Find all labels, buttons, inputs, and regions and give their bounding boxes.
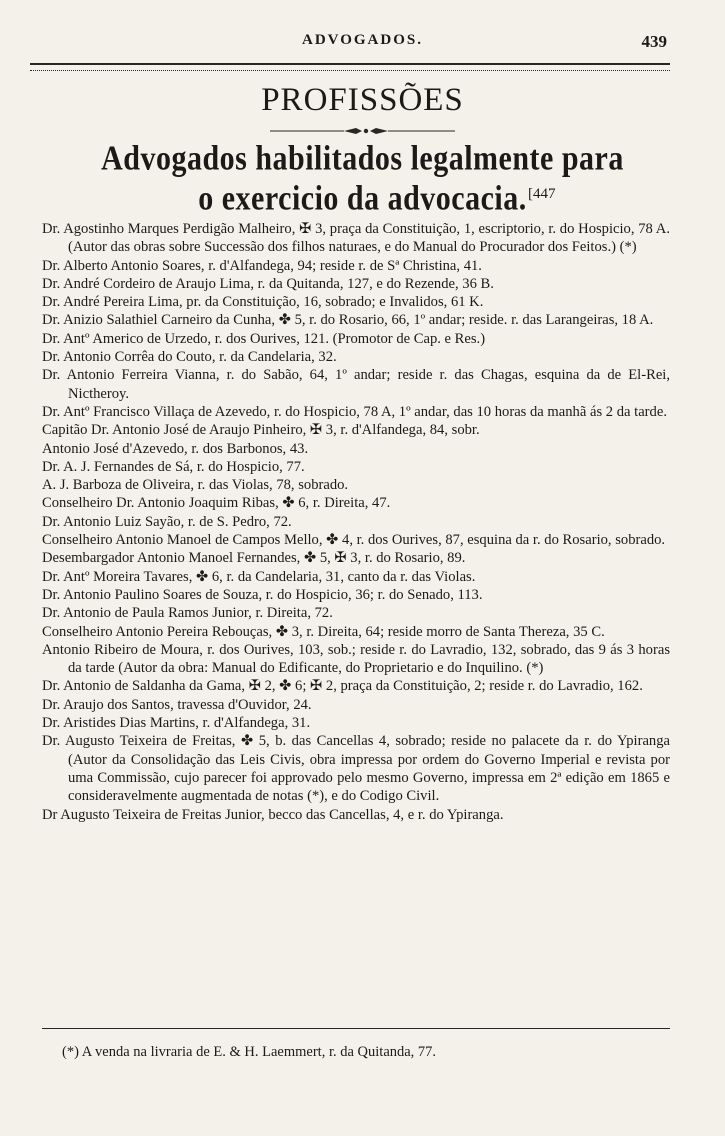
list-entry: Dr. Alberto Antonio Soares, r. d'Alfandega, 94; reside r. de Sª Christina, 41. bbox=[42, 257, 482, 274]
list-entry: Dr. Antº Francisco Villaça de Azevedo, r. do Hospicio, 78 A, 1º andar, das 10 horas da manhã ás 2 da tarde. bbox=[42, 403, 667, 420]
continuation-number: [447 bbox=[528, 186, 556, 202]
list-entry: Dr Augusto Teixeira de Freitas Junior, becco das Cancellas, 4, e r. do Ypiranga. bbox=[42, 806, 504, 823]
list-entry: Dr. Antonio Ferreira Vianna, r. do Sabão, 64, 1º andar; reside r. das Chagas, esquina da de El-Rei, Nictheroy. bbox=[42, 367, 670, 402]
list-entry: Dr. André Pereira Lima, pr. da Constituição, 16, sobrado; e Invalidos, 61 K. bbox=[42, 294, 484, 311]
list-entry: Antonio Ribeiro de Moura, r. dos Ourives, 103, sob.; reside r. do Lavradio, 132, sobrado, das 9 ás 3 horas da tarde (Autor da obra: Manual do Edificante, do Proprietario e do Inquilino. (*) bbox=[42, 641, 670, 677]
list-entry: Antonio José d'Azevedo, r. dos Barbonos, 43. bbox=[42, 440, 309, 457]
list-entry: Capitão Dr. Antonio José de Araujo Pinheiro, ✠ 3, r. d'Alfandega, 84, sobr. bbox=[42, 422, 480, 439]
list-entry: Conselheiro Antonio Pereira Rebouças, ✤ 3, r. Direita, 64; reside morro de Santa Thereza, 35 C. bbox=[42, 623, 605, 640]
footnote: (*) A venda na livraria de E. & H. Laemmert, r. da Quitanda, 77. bbox=[62, 1044, 437, 1060]
list-entry: Dr. Agostinho Marques Perdigão Malheiro, ✠ 3, praça da Constituição, 1, escriptorio, r. do Hospicio, 78 A. (Autor das obras sobre Successão dos filhos naturaes, e do Manual do Procurador dos Feitos.) (*) bbox=[42, 221, 670, 256]
list-entry: Desembargador Antonio Manoel Fernandes, ✤ 5, ✠ 3, r. do Rosario, 89. bbox=[42, 550, 466, 567]
header-rule bbox=[30, 63, 670, 71]
list-entry: Dr. Antonio Luiz Sayão, r. de S. Pedro, 72. bbox=[42, 513, 292, 530]
list-entry: Dr. Anizio Salathiel Carneiro da Cunha, ✤ 5, r. do Rosario, 66, 1º andar; reside. r. das Larangeiras, 18 A. bbox=[42, 312, 654, 329]
list-entry: Dr. Antonio de Saldanha da Gama, ✠ 2, ✤ 6; ✠ 2, praça da Constituição, 2; reside r. do Lavradio, 162. bbox=[42, 678, 643, 695]
list-entry: Dr. Antº Americo de Urzedo, r. dos Ourives, 121. (Promotor de Cap. e Res.) bbox=[42, 330, 486, 347]
ornament-rule bbox=[270, 125, 455, 137]
list-entry: Dr. Augusto Teixeira de Freitas, ✤ 5, b. das Cancellas 4, sobrado; reside no palacete da r. do Ypiranga (Autor da Consolidação das Leis Civis, obra impressa por ordem do Governo Imperial e revista por uma Commissão, cujo parecer foi approvado pelo mesmo Governo, impressa em 2ª edição em 1865 e consideravelmente augmentada de notas (*), e do Codigo Civil. bbox=[42, 733, 670, 805]
running-title: ADVOGADOS. bbox=[302, 32, 423, 48]
list-entry: Dr. Antonio Corrêa do Couto, r. da Candelaria, 32. bbox=[42, 349, 337, 366]
main-heading-line-1: Advogados habilitados legalmente para bbox=[101, 139, 624, 178]
list-entry: Conselheiro Antonio Manoel de Campos Mello, ✤ 4, r. dos Ourives, 87, esquina da r. do Rosario, sobrado. bbox=[42, 532, 666, 549]
footnote-rule bbox=[42, 1028, 670, 1029]
list-entry: A. J. Barboza de Oliveira, r. das Violas, 78, sobrado. bbox=[42, 477, 349, 494]
list-entry: Dr. André Cordeiro de Araujo Lima, r. da Quitanda, 127, e do Rezende, 36 B. bbox=[42, 275, 494, 292]
list-entry: Dr. Antonio Paulino Soares de Souza, r. do Hospicio, 36; r. do Senado, 113. bbox=[42, 586, 483, 603]
lawyer-list bbox=[42, 220, 670, 824]
section-title: PROFISSÕES bbox=[261, 82, 464, 118]
main-heading-line-2: o exercicio da advocacia. bbox=[198, 179, 527, 218]
list-entry: Dr. Antonio de Paula Ramos Junior, r. Direita, 72. bbox=[42, 605, 333, 622]
running-head bbox=[0, 32, 725, 56]
list-entry: Conselheiro Dr. Antonio Joaquim Ribas, ✤ 6, r. Direita, 47. bbox=[42, 495, 391, 512]
list-entry: Dr. Aristides Dias Martins, r. d'Alfandega, 31. bbox=[42, 715, 311, 732]
page-number: 439 bbox=[641, 32, 667, 51]
list-entry: Dr. A. J. Fernandes de Sá, r. do Hospicio, 77. bbox=[42, 458, 305, 475]
list-entry: Dr. Araujo dos Santos, travessa d'Ouvidor, 24. bbox=[42, 696, 312, 713]
list-entry: Dr. Antº Moreira Tavares, ✤ 6, r. da Candelaria, 31, canto da r. das Violas. bbox=[42, 568, 476, 585]
